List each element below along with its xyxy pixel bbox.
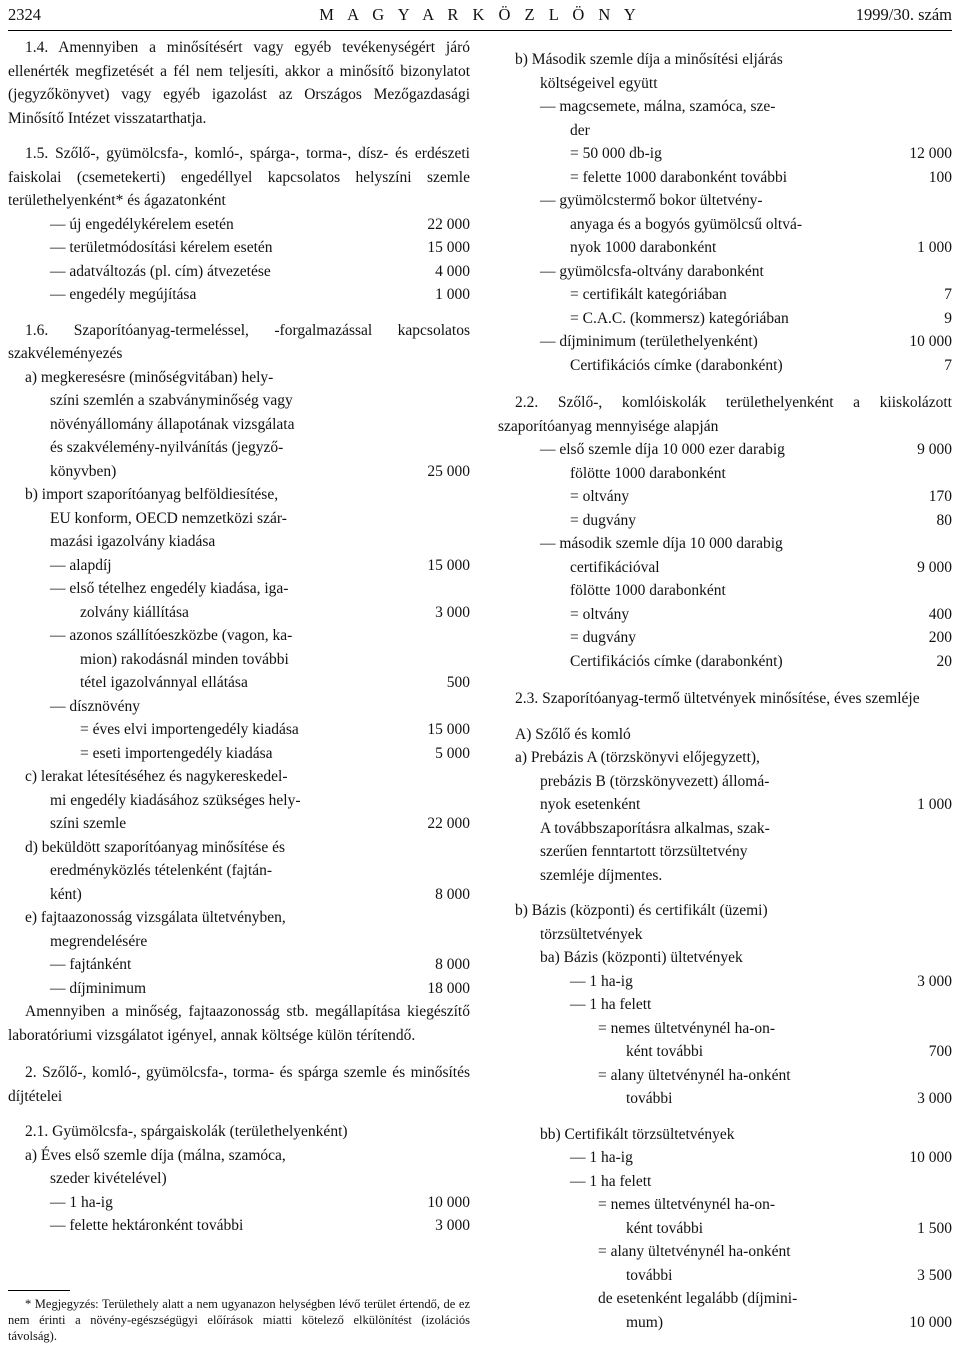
section-2-3-title: 2.3. Szaporítóanyag-termő ültetvények minősítése, éves szemléje [515,690,920,707]
fee-amount: 8 000 [435,956,470,973]
fee-row [498,485,952,509]
line-text: ba) Bázis (központi) ültetvények [540,949,743,966]
fee-label: — díjminimum [50,979,147,997]
fee-amount: 500 [446,674,470,691]
fee-row [498,260,952,284]
fee-row [498,603,952,627]
fee-row [8,460,470,484]
fee-label: ként további [626,1043,704,1060]
fee-amount: 3 000 [917,1090,952,1107]
line-text: mi engedély kiadásához szükséges hely- [50,791,301,809]
fee-label: — első tételhez engedély kiadása, iga- [50,580,289,597]
line-text: b) Bázis (központi) és certifikált (üzemi) [515,902,768,919]
line-text: a) Prebázis A (törzskönyvi előjegyzett), [515,749,760,766]
fee-row [498,462,952,486]
fee-row [498,1287,952,1311]
line-text: c) lerakat létesítéséhez és nagykereskedel- [25,768,288,785]
fee-row [8,812,470,836]
fee-row [498,283,952,307]
fee-row [8,624,470,648]
fee-label: zolvány kiállítása [80,603,189,621]
fee-row [498,307,952,331]
text-line [8,1167,470,1191]
text-line [8,530,470,554]
fee-row [498,1087,952,1111]
section-2-1-title [8,1120,470,1144]
fee-row [8,671,470,695]
fee-row [8,1191,470,1215]
journal-title: M A G Y A R K Ö Z L Ö N Y [319,5,641,24]
text-line [8,836,470,860]
text-line [498,72,952,96]
fee-label: további [626,1266,673,1284]
fee-row [498,556,952,580]
text-line [8,1144,470,1168]
spacer [8,130,470,142]
fee-label: = felette 1000 darabonként további [570,168,788,186]
fee-amount: 12 000 [909,145,952,162]
fee-amount: 10 000 [909,333,952,350]
fee-amount: 15 000 [427,239,470,256]
line-text: bb) Certifikált törzsültetvények [540,1125,735,1143]
line-text: megrendelésére [50,932,148,950]
line-text: törzsültetvények [540,925,643,943]
fee-label: — engedély megújítása [50,286,197,303]
fee-row [8,977,470,1001]
fee-row [498,119,952,143]
fee-label: nyok 1000 darabonként [570,239,717,256]
fee-row [498,166,952,190]
line-text: szerűen fenntartott törzsültetvény [540,843,748,860]
fee-label: — adatváltozás (pl. cím) átvezetése [50,262,271,280]
text-line [8,507,470,531]
fee-amount: 9 [944,309,952,327]
line-text: mazási igazolvány kiadása [50,533,216,550]
fee-row [8,283,470,307]
fee-row [498,236,952,260]
fee-row [498,650,952,674]
fee-amount: 4 000 [435,262,470,280]
fee-row [8,236,470,260]
fee-label: Certifikációs címke (darabonként) [570,652,783,670]
fee-row [498,1170,952,1194]
text-line [8,389,470,413]
line-text: e) fajtaazonosság vizsgálata ültetvényben, [25,909,286,926]
fee-amount: 9 000 [917,558,952,576]
spacer [498,711,952,723]
text-line [498,864,952,888]
fee-row [8,695,470,719]
fee-label: = alany ültetvénynél ha-onként [598,1066,791,1084]
fee-label: = nemes ültetvénynél ha-on- [598,1019,776,1037]
fee-amount: 15 000 [427,721,470,738]
fee-row [8,742,470,766]
fee-label: — első szemle díja 10 000 ezer darabig [540,441,785,458]
fee-amount: 10 000 [427,1193,470,1211]
line-text: A továbbszaporításra alkalmas, szak- [540,819,770,837]
text-line [8,906,470,930]
line-text: költségeivel együtt [540,74,658,92]
fee-amount: 7 [944,356,952,374]
section-2-2-title: 2.2. Szőlő-, komlóiskolák területhelyenként a kiiskolázott szaporítóanyag mennyisége alapján [498,394,952,435]
fee-row [8,577,470,601]
fee-row [498,1064,952,1088]
subsection-bb-title [498,1123,952,1147]
line-text: prebázis B (törzskönyvezett) állomá- [540,772,770,790]
spacer [8,307,470,319]
fee-amount: 8 000 [435,885,470,903]
header-rule [8,30,952,31]
fee-amount: 1 000 [917,239,952,256]
subsection-A-title [498,723,952,747]
fee-amount: 3 000 [435,1217,470,1234]
fee-row [8,648,470,672]
subsection-ba-title [498,946,952,970]
fee-row [498,330,952,354]
page-header [8,4,952,28]
fee-amount: 700 [928,1043,952,1060]
fee-label: certifikációval [570,558,660,576]
fee-row [8,601,470,625]
fee-row [498,626,952,650]
fee-label: anyaga és a bogyós gyümölcsű oltvá- [570,215,803,233]
fee-label: = nemes ültetvénynél ha-on- [598,1196,776,1213]
fee-row [498,142,952,166]
paragraph-1-6-note: Amennyiben a minőség, fajtaazonosság stb. megállapítása kiegészítő laboratóriumi vizsgálatot igényel, annak költsége külön térítendő. [8,1003,470,1044]
fee-amount: 1 000 [917,796,952,813]
line-text: b) Második szemle díja a minősítési eljárás [515,51,783,68]
fee-label: további [626,1090,673,1107]
fee-label: — alapdíj [50,556,112,574]
fee-amount: 3 000 [917,972,952,990]
fee-label: — második szemle díja 10 000 darabig [540,535,783,552]
fee-row [8,718,470,742]
spacer [8,1047,470,1061]
line-text: EU konform, OECD nemzetközi szár- [50,509,287,527]
fee-row [498,970,952,994]
fee-row [498,1217,952,1241]
text-line [8,483,470,507]
fee-label: — új engedélykérelem esetén [50,215,234,233]
left-column [8,36,470,1238]
fee-label: — dísznövény [50,697,140,715]
fee-label: = certifikált kategóriában [570,286,727,303]
fee-label: nyok esetenként [540,796,641,813]
fee-row [498,993,952,1017]
spacer [498,673,952,687]
fee-label: — felette hektáronként további [50,1217,244,1234]
footnote-rule [8,1290,70,1291]
line-text: színi szemlén a szabványminőség vagy [50,392,293,409]
fee-label: — díjminimum (területhelyenként) [540,333,758,350]
text-line [498,770,952,794]
text-line [8,789,470,813]
fee-label: ként további [626,1219,704,1237]
fee-label: Certifikációs címke (darabonként) [570,356,783,374]
fee-label: mion) rakodásnál minden további [80,650,289,668]
fee-amount: 1 000 [435,286,470,303]
text-line [498,746,952,770]
spacer [498,1111,952,1123]
text-line [498,48,952,72]
fee-row [8,953,470,977]
fee-amount: 18 000 [427,979,470,997]
fee-amount: 20 [936,652,952,670]
fee-label: — 1 ha-ig [570,972,633,990]
fee-label: — 1 ha-ig [570,1149,633,1166]
fee-amount: 3 500 [917,1266,952,1284]
fee-row [498,579,952,603]
page-number: 2324 [8,5,41,24]
text-line [8,930,470,954]
fee-amount: 10 000 [909,1313,952,1331]
paragraph-1-4: 1.4. Amennyiben a minősítésért vagy egyéb tevékenységért járó ellenérték megfizetését a fél nem teljesíti, akkor a minősítő bizonylatot (jegyzőkönyvet) vagy egyéb igazolást az Országos Mezőgazdasági Minősítő Intézet visszatarthatja. [8,39,470,127]
fee-amount: 1 500 [917,1219,952,1237]
fee-label: mum) [626,1313,664,1331]
right-column [498,48,952,1334]
fee-label: — magcsemete, málna, szamóca, sze- [540,98,776,115]
fee-amount: 170 [928,488,952,505]
line-text: a) Éves első szemle díja (málna, szamóca, [25,1146,286,1164]
spacer [498,887,952,899]
fee-amount: 7 [944,286,952,303]
fee-amount: 10 000 [909,1149,952,1166]
paragraph-1-6: 1.6. Szaporítóanyag-termeléssel, -forgalmazással kapcsolatos szakvéleményezés [8,321,470,362]
fee-label: = C.A.C. (kommersz) kategóriában [570,309,789,327]
fee-row [8,213,470,237]
fee-label: — gyümölcsfa-oltvány darabonként [540,262,764,280]
paragraph-1-5: 1.5. Szőlő-, gyümölcsfa-, komló-, spárga-, torma-, dísz- és erdészeti faiskolai (csemetekerti) engedéllyel kapcsolatos helyszíni szemle területhelyenként* és ágazatonként [8,145,470,209]
footnote: * Megjegyzés: Területhely alatt a nem ugyanazon helységben lévő terület értendő, de ez nem érinti a növény-egészségügyi előírások miatti kötelező elkülönítést (izolációs távolság). [8,1297,470,1343]
fee-label: = dugvány [570,511,636,529]
line-text: szemléje díjmentes. [540,866,663,884]
line-text: növényállomány állapotának vizsgálata [50,415,295,433]
text-line [498,923,952,947]
fee-amount: 22 000 [427,215,470,233]
text-line [8,413,470,437]
spacer [498,377,952,391]
text-line [8,366,470,390]
fee-amount: 200 [928,629,952,646]
fee-amount: 25 000 [427,462,470,480]
fee-label: = oltvány [570,488,630,505]
fee-label: tétel igazolvánnyal ellátása [80,674,248,691]
spacer [8,1108,470,1120]
fee-label: könyvben) [50,462,117,480]
fee-label: — 1 ha-ig [50,1193,113,1211]
fee-row [498,1193,952,1217]
fee-row [498,438,952,462]
fee-row [498,1017,952,1041]
fee-label: fölötte 1000 darabonként [570,464,726,482]
text-line [8,859,470,883]
line-text: b) import szaporítóanyag belföldiesítése, [25,486,279,503]
fee-row [498,509,952,533]
text-line [498,817,952,841]
fee-label: = 50 000 db-ig [570,145,662,162]
fee-row [498,1311,952,1335]
fee-row [498,213,952,237]
fee-row [8,1214,470,1238]
fee-row [498,532,952,556]
fee-label: de esetenként legalább (díjmini- [598,1290,798,1307]
fee-row [498,354,952,378]
section-2-title: 2. Szőlő-, komló-, gyümölcsfa-, torma- és spárga szemle és minősítés díjtételei [8,1064,470,1105]
fee-amount: 5 000 [435,744,470,762]
fee-label: = alany ültetvénynél ha-onként [598,1243,791,1260]
fee-row [498,1240,952,1264]
fee-label: = eseti importengedély kiadása [80,744,273,762]
fee-row [498,1264,952,1288]
line-text: 2.1. Gyümölcsfa-, spárgaiskolák (területhelyenként) [25,1123,348,1140]
fee-label: — 1 ha felett [570,1172,652,1190]
fee-amount: 9 000 [917,441,952,458]
text-line [8,436,470,460]
text-line [498,840,952,864]
fee-label: = oltvány [570,605,630,623]
fee-row [498,189,952,213]
fee-amount: 400 [928,605,952,623]
fee-label: — gyümölcstermő bokor ültetvény- [540,192,763,209]
fee-amount: 22 000 [427,815,470,832]
line-text: eredményközlés tételenként (fajtán- [50,862,273,879]
fee-label: fölötte 1000 darabonként [570,582,726,599]
fee-label: színi szemle [50,815,127,832]
line-text: a) megkeresésre (minőségvitában) hely- [25,368,274,386]
fee-label: — 1 ha felett [570,996,652,1013]
fee-row [498,1146,952,1170]
fee-row [8,554,470,578]
fee-label: ként) [50,885,82,903]
fee-label: = dugvány [570,629,636,646]
fee-label: — fajtánként [50,956,132,973]
text-line [498,899,952,923]
line-text: A) Szőlő és komló [515,725,631,743]
text-line [8,765,470,789]
fee-amount: 3 000 [435,603,470,621]
fee-row [498,95,952,119]
fee-row [8,260,470,284]
fee-row [498,793,952,817]
fee-row [8,883,470,907]
line-text: és szakvélemény-nyilvánítás (jegyző- [50,439,284,456]
fee-label: — azonos szállítóeszközbe (vagon, ka- [50,627,293,644]
fee-amount: 100 [928,168,952,186]
fee-label: = éves elvi importengedély kiadása [80,721,299,738]
line-text: szeder kivételével) [50,1170,167,1187]
fee-row [498,1040,952,1064]
fee-amount: 80 [936,511,952,529]
issue-number: 1999/30. szám [855,5,952,24]
fee-label: der [570,121,590,139]
fee-label: — területmódosítási kérelem esetén [50,239,273,256]
fee-amount: 15 000 [427,556,470,574]
line-text: d) beküldött szaporítóanyag minősítése és [25,838,285,856]
